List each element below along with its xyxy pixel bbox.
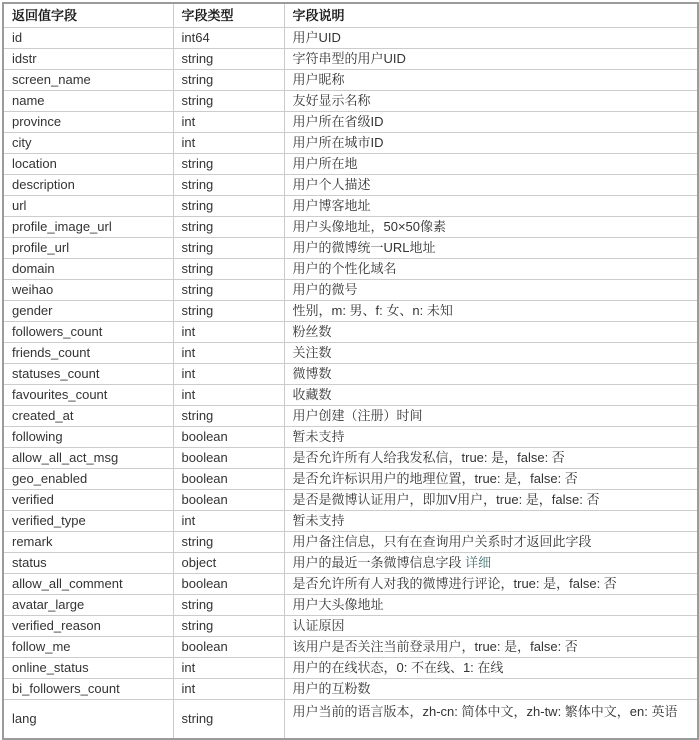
table-row bbox=[3, 301, 698, 322]
table-row bbox=[3, 637, 698, 658]
table-row bbox=[3, 574, 698, 595]
field-desc-cell: 用户昵称 bbox=[284, 70, 698, 91]
field-name-cell: name bbox=[3, 91, 173, 112]
field-desc-cell: 字符串型的用户UID bbox=[284, 49, 698, 70]
field-type-cell: string bbox=[173, 280, 284, 301]
field-name-cell: friends_count bbox=[3, 343, 173, 364]
table-row bbox=[3, 238, 698, 259]
field-type-cell: int bbox=[173, 511, 284, 532]
field-desc-cell: 用户创建（注册）时间 bbox=[284, 406, 698, 427]
table-row bbox=[3, 28, 698, 49]
field-type-cell: object bbox=[173, 553, 284, 574]
field-name-cell: favourites_count bbox=[3, 385, 173, 406]
table-header-row bbox=[3, 3, 698, 28]
table-row bbox=[3, 385, 698, 406]
field-name-cell: location bbox=[3, 154, 173, 175]
table-row bbox=[3, 196, 698, 217]
column-header-field: 返回值字段 bbox=[3, 3, 173, 28]
field-type-cell: int bbox=[173, 343, 284, 364]
field-desc-cell: 收藏数 bbox=[284, 385, 698, 406]
field-type-cell: boolean bbox=[173, 448, 284, 469]
field-desc-cell: 暂未支持 bbox=[284, 511, 698, 532]
field-type-cell: boolean bbox=[173, 469, 284, 490]
field-desc-cell: 用户个人描述 bbox=[284, 175, 698, 196]
field-type-cell: string bbox=[173, 70, 284, 91]
field-type-cell: string bbox=[173, 91, 284, 112]
table-row bbox=[3, 679, 698, 700]
field-type-cell: string bbox=[173, 196, 284, 217]
field-name-cell: weihao bbox=[3, 280, 173, 301]
field-desc-cell: 是否允许所有人对我的微博进行评论，true: 是，false: 否 bbox=[284, 574, 698, 595]
field-name-cell: lang bbox=[3, 700, 173, 740]
field-type-cell: string bbox=[173, 595, 284, 616]
table-row bbox=[3, 133, 698, 154]
field-desc-cell: 用户当前的语言版本，zh-cn: 简体中文，zh-tw: 繁体中文，en: 英语 bbox=[284, 700, 698, 740]
field-type-cell: string bbox=[173, 616, 284, 637]
api-fields-table bbox=[2, 2, 699, 740]
table-row bbox=[3, 322, 698, 343]
field-type-cell: boolean bbox=[173, 427, 284, 448]
field-type-cell: int bbox=[173, 679, 284, 700]
field-desc-cell: 粉丝数 bbox=[284, 322, 698, 343]
field-type-cell: string bbox=[173, 175, 284, 196]
field-name-cell: geo_enabled bbox=[3, 469, 173, 490]
field-desc-cell: 用户的微博统一URL地址 bbox=[284, 238, 698, 259]
field-desc-cell: 用户所在城市ID bbox=[284, 133, 698, 154]
table-row bbox=[3, 490, 698, 511]
field-desc-cell: 是否允许所有人给我发私信，true: 是，false: 否 bbox=[284, 448, 698, 469]
field-type-cell: string bbox=[173, 532, 284, 553]
table-row bbox=[3, 511, 698, 532]
field-name-cell: avatar_large bbox=[3, 595, 173, 616]
column-header-type: 字段类型 bbox=[173, 3, 284, 28]
field-name-cell: profile_image_url bbox=[3, 217, 173, 238]
table-row bbox=[3, 532, 698, 553]
field-name-cell: province bbox=[3, 112, 173, 133]
table-row bbox=[3, 154, 698, 175]
field-name-cell: verified_reason bbox=[3, 616, 173, 637]
field-name-cell: verified bbox=[3, 490, 173, 511]
field-desc-cell: 用户大头像地址 bbox=[284, 595, 698, 616]
field-desc-cell: 用户博客地址 bbox=[284, 196, 698, 217]
table-row bbox=[3, 448, 698, 469]
field-name-cell: url bbox=[3, 196, 173, 217]
field-type-cell: int bbox=[173, 658, 284, 679]
table-row bbox=[3, 217, 698, 238]
field-desc-cell: 用户的个性化域名 bbox=[284, 259, 698, 280]
field-name-cell: following bbox=[3, 427, 173, 448]
field-name-cell: city bbox=[3, 133, 173, 154]
table-row bbox=[3, 175, 698, 196]
field-desc-cell: 友好显示名称 bbox=[284, 91, 698, 112]
table-row bbox=[3, 49, 698, 70]
field-type-cell: string bbox=[173, 238, 284, 259]
field-type-cell: int bbox=[173, 322, 284, 343]
field-name-cell: screen_name bbox=[3, 70, 173, 91]
field-type-cell: boolean bbox=[173, 637, 284, 658]
table-row bbox=[3, 658, 698, 679]
field-name-cell: id bbox=[3, 28, 173, 49]
field-name-cell: bi_followers_count bbox=[3, 679, 173, 700]
table-row bbox=[3, 553, 698, 574]
field-type-cell: int bbox=[173, 133, 284, 154]
table-row bbox=[3, 259, 698, 280]
field-name-cell: idstr bbox=[3, 49, 173, 70]
field-desc-cell: 用户所在地 bbox=[284, 154, 698, 175]
field-desc-cell: 用户UID bbox=[284, 28, 698, 49]
field-desc-cell: 暂未支持 bbox=[284, 427, 698, 448]
field-name-cell: statuses_count bbox=[3, 364, 173, 385]
field-type-cell: string bbox=[173, 259, 284, 280]
field-name-cell: status bbox=[3, 553, 173, 574]
field-desc-cell: 用户的在线状态，0: 不在线、1: 在线 bbox=[284, 658, 698, 679]
field-type-cell: boolean bbox=[173, 574, 284, 595]
field-desc-cell: 用户头像地址，50×50像素 bbox=[284, 217, 698, 238]
field-desc-cell: 用户的互粉数 bbox=[284, 679, 698, 700]
table-row bbox=[3, 427, 698, 448]
table-row bbox=[3, 112, 698, 133]
field-desc-cell: 用户的最近一条微博信息字段 详细 bbox=[284, 553, 698, 574]
field-type-cell: int64 bbox=[173, 28, 284, 49]
field-desc-cell: 性别，m: 男、f: 女、n: 未知 bbox=[284, 301, 698, 322]
table-row bbox=[3, 616, 698, 637]
field-type-cell: string bbox=[173, 406, 284, 427]
field-name-cell: online_status bbox=[3, 658, 173, 679]
field-name-cell: description bbox=[3, 175, 173, 196]
field-desc-cell: 用户备注信息，只有在查询用户关系时才返回此字段 bbox=[284, 532, 698, 553]
field-name-cell: profile_url bbox=[3, 238, 173, 259]
table-row bbox=[3, 70, 698, 91]
field-type-cell: string bbox=[173, 301, 284, 322]
field-desc-cell: 用户所在省级ID bbox=[284, 112, 698, 133]
field-name-cell: followers_count bbox=[3, 322, 173, 343]
field-name-cell: gender bbox=[3, 301, 173, 322]
table-row bbox=[3, 364, 698, 385]
table-row bbox=[3, 469, 698, 490]
field-desc-cell: 是否允许标识用户的地理位置，true: 是，false: 否 bbox=[284, 469, 698, 490]
field-type-cell: string bbox=[173, 49, 284, 70]
field-type-cell: string bbox=[173, 154, 284, 175]
table-row bbox=[3, 700, 698, 740]
field-desc-cell: 用户的微号 bbox=[284, 280, 698, 301]
field-type-cell: string bbox=[173, 217, 284, 238]
field-type-cell: string bbox=[173, 700, 284, 740]
field-type-cell: int bbox=[173, 385, 284, 406]
field-desc-cell: 是否是微博认证用户，即加V用户，true: 是，false: 否 bbox=[284, 490, 698, 511]
table-row bbox=[3, 406, 698, 427]
field-type-cell: boolean bbox=[173, 490, 284, 511]
table-row bbox=[3, 91, 698, 112]
column-header-desc: 字段说明 bbox=[284, 3, 698, 28]
field-name-cell: verified_type bbox=[3, 511, 173, 532]
field-desc-cell: 微博数 bbox=[284, 364, 698, 385]
field-name-cell: domain bbox=[3, 259, 173, 280]
field-name-cell: allow_all_comment bbox=[3, 574, 173, 595]
field-name-cell: follow_me bbox=[3, 637, 173, 658]
table-body bbox=[3, 28, 698, 740]
field-desc-cell: 该用户是否关注当前登录用户，true: 是，false: 否 bbox=[284, 637, 698, 658]
field-desc-cell: 认证原因 bbox=[284, 616, 698, 637]
field-name-cell: created_at bbox=[3, 406, 173, 427]
table-row bbox=[3, 595, 698, 616]
field-type-cell: int bbox=[173, 364, 284, 385]
field-name-cell: remark bbox=[3, 532, 173, 553]
field-desc-cell: 关注数 bbox=[284, 343, 698, 364]
field-type-cell: int bbox=[173, 112, 284, 133]
table-row bbox=[3, 343, 698, 364]
field-name-cell: allow_all_act_msg bbox=[3, 448, 173, 469]
detail-link[interactable]: 详细 bbox=[465, 555, 492, 570]
api-doc-page bbox=[0, 2, 699, 726]
table-row bbox=[3, 280, 698, 301]
